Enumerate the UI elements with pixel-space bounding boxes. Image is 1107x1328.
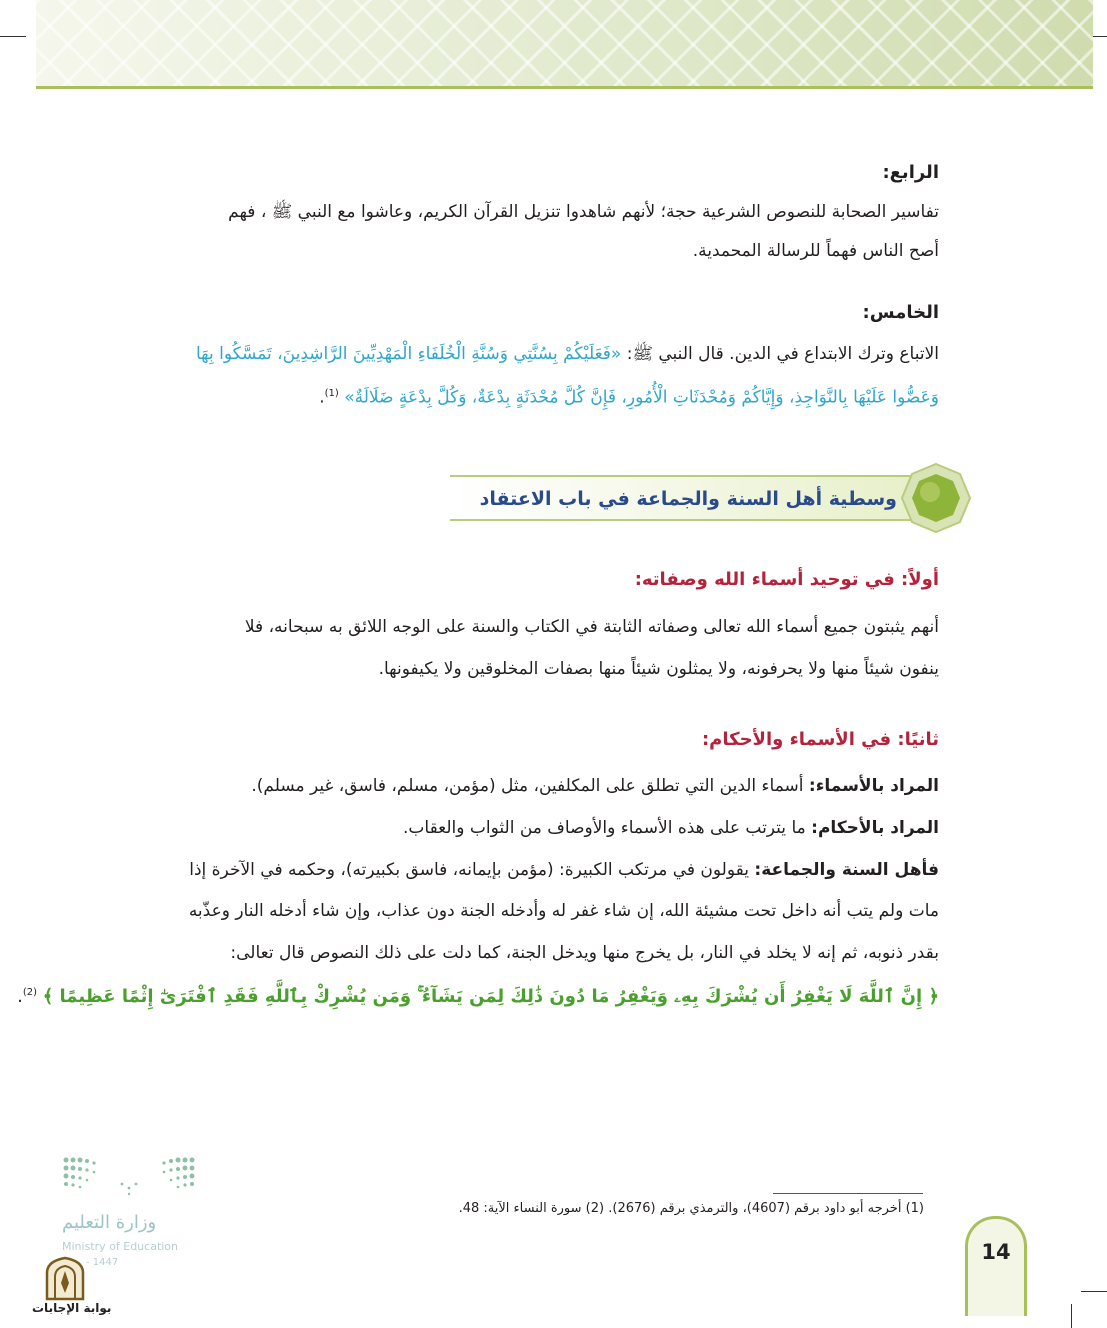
term-definition: أسماء الدين التي تطلق على المكلفين، مثل (مؤمن، مسلم، فاسق، غير مسلم). <box>251 776 809 796</box>
plain-text: الاتباع وترك الابتداع في الدين. قال النبي ﷺ: <box>621 344 939 364</box>
paragraph-line <box>196 344 939 364</box>
paragraph-line <box>251 776 939 796</box>
hadith-quote: «فَعَلَيْكُمْ بِسُنَّتِي وَسُنَّةِ الْخُلَفَاءِ الْمَهْدِيِّينَ الرَّاشِدِينَ، تَمَسَّكُوا بِهَا <box>196 344 622 364</box>
paragraph-line: بقدر ذنوبه، ثم إنه لا يخلد في النار، بل يخرج منها ويدخل الجنة، كما دلت على ذلك النصوص قال تعالى: <box>230 943 939 963</box>
portal-name: بوابة الإجابات <box>32 1301 112 1315</box>
portal-emblem-icon <box>44 1255 86 1301</box>
term-definition: يقولون في مرتكب الكبيرة: (مؤمن بإيمانه، فاسق بكبيرته)، وحكمه في الآخرة إذا <box>189 860 755 880</box>
term-definition: ما يترتب على هذه الأسماء والأوصاف من الثواب والعقاب. <box>402 818 812 838</box>
section-heading-fifth: الخامس: <box>862 302 939 323</box>
section-heading-fourth: الرابع: <box>882 162 939 183</box>
paragraph-line <box>189 860 939 880</box>
paragraph-line <box>403 818 939 838</box>
term-label: المراد بالأسماء: <box>808 776 939 796</box>
punctuation: . <box>17 986 23 1007</box>
quran-verse: ﴿ إِنَّ ٱللَّهَ لَا يَغْفِرُ أَن يُشْرَكَ بِهِۦ وَيَغْفِرُ مَا دُونَ ذَٰلِكَ لِمَن يَشَآءُ ۚ وَمَن يُشْرِكْ بِٱللَّهِ فَقَدِ ٱفْتَرَىٰٓ إِثْمًا عَظِيمًا ﴾ <box>42 986 939 1007</box>
paragraph-line: أنهم يثبتون جميع أسماء الله تعالى وصفاته الثابتة في الكتاب والسنة على الوجه اللائق به سبحانه، فلا <box>244 617 939 637</box>
hadith-quote: وَعَضُّوا عَلَيْهَا بِالنَّوَاجِذِ، وَإِيَّاكُمْ وَمُحْدَثَاتِ الْأُمُورِ، فَإِنَّ كُلَّ مُحْدَثَةٍ بِدْعَةٌ، وَكُلَّ بِدْعَةٍ ضَلَالَةٌ» <box>344 387 939 408</box>
header-rule <box>36 86 1093 89</box>
paragraph-line: أصح الناس فهماً للرسالة المحمدية. <box>692 241 939 261</box>
crop-mark <box>1071 1304 1072 1328</box>
footnote-ref: (1) <box>324 388 339 399</box>
quran-verse-line <box>17 983 939 1007</box>
footnote-ref: (2) <box>22 987 37 998</box>
crop-mark <box>0 36 26 37</box>
subheading-second: ثانيًا: في الأسماء والأحكام: <box>701 729 939 750</box>
ministry-name-arabic: وزارة التعليم <box>62 1212 157 1233</box>
header-pattern <box>36 0 1093 88</box>
ministry-dots-logo-icon <box>62 1154 196 1198</box>
ministry-year: - 1447 <box>86 1257 119 1268</box>
crop-mark <box>1081 1291 1107 1292</box>
page-number: 14 <box>981 1240 1011 1264</box>
paragraph-line: مات ولم يتب أنه داخل تحت مشيئة الله، إن شاء غفر له وأدخله الجنة دون عذاب، وإن شاء أدخله النار وعذّبه <box>188 901 939 921</box>
ministry-name-english: Ministry of Education <box>62 1240 179 1253</box>
footnote-text: (1) أخرجه أبو داود برقم (4607)، والترمذي برقم (2676). (2) سورة النساء الآية: 48. <box>458 1201 924 1216</box>
page-number-tab <box>965 1216 1027 1316</box>
banner-title: وسطية أهل السنة والجماعة في باب الاعتقاد <box>479 488 897 510</box>
term-label: فأهل السنة والجماعة: <box>754 860 939 880</box>
punctuation: . <box>319 387 325 408</box>
paragraph-line <box>319 384 939 408</box>
octagon-badge-icon <box>900 462 972 534</box>
term-label: المراد بالأحكام: <box>811 818 939 838</box>
subheading-first: أولاً: في توحيد أسماء الله وصفاته: <box>634 569 939 590</box>
paragraph-line: تفاسير الصحابة للنصوص الشرعية حجة؛ لأنهم شاهدوا تنزيل القرآن الكريم، وعاشوا مع النبي ﷺ ، فهم <box>228 202 939 222</box>
paragraph-line: ينفون شيئاً منها ولا يحرفونه، ولا يمثلون شيئاً منها بصفات المخلوقين ولا يكيفونها. <box>378 659 939 679</box>
footnote-rule <box>773 1193 923 1194</box>
